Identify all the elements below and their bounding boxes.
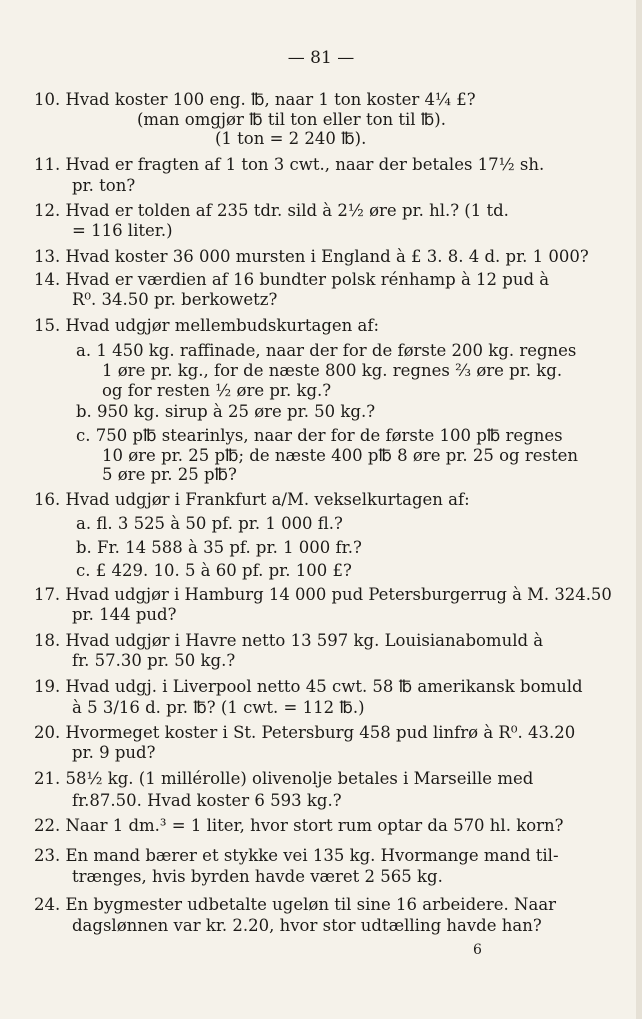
problem-15-line: 15. Hvad udgjør mellembudskurtagen af:: [34, 316, 380, 335]
page-number: — 81 —: [287, 48, 355, 68]
problem-18-line: fr. 57.30 pr. 50 kg.?: [72, 651, 236, 670]
problem-20-line: pr. 9 pud?: [72, 743, 156, 762]
problem-15a-line: 1 øre pr. kg., for de næste 800 kg. regnes ⅔ øre pr. kg.: [102, 361, 563, 380]
problem-16c-line: c. £ 429. 10. 5 à 60 pf. pr. 100 £?: [76, 561, 352, 580]
problem-21-line: 21. 58½ kg. (1 millérolle) olivenolje betales i Marseille med: [34, 769, 534, 788]
problem-15b-line: b. 950 kg. sirup à 25 øre pr. 50 kg.?: [76, 402, 376, 421]
problem-17-line: pr. 144 pud?: [72, 605, 177, 624]
problem-11-line: pr. ton?: [72, 176, 136, 195]
problem-20-line: 20. Hvormeget koster i St. Petersburg 458 pud linfrø à R⁰. 43.20: [34, 723, 576, 742]
problem-15a-line: a. 1 450 kg. raffinade, naar der for de første 200 kg. regnes: [76, 341, 577, 360]
problem-11-line: 11. Hvad er fragten af 1 ton 3 cwt., naar der betales 17½ sh.: [34, 155, 545, 174]
problem-16-line: 16. Hvad udgjør i Frankfurt a/M. vekselkurtagen af:: [34, 490, 470, 509]
problem-12-line: 12. Hvad er tolden af 235 tdr. sild à 2½ øre pr. hl.? (1 td.: [34, 201, 509, 220]
problem-22-line: 22. Naar 1 dm.³ = 1 liter, hvor stort rum optar da 570 hl. korn?: [34, 816, 564, 835]
problem-24-line: 24. En bygmester udbetalte ugeløn til sine 16 arbeidere. Naar: [34, 895, 557, 914]
problem-17-line: 17. Hvad udgjør i Hamburg 14 000 pud Petersburgerrug à M. 324.50: [34, 585, 612, 604]
problem-19-line: 19. Hvad udgj. i Liverpool netto 45 cwt. 58 ℔ amerikansk bomuld: [34, 677, 583, 696]
problem-15a-line: og for resten ½ øre pr. kg.?: [102, 381, 332, 400]
problem-10-line: (1 ton = 2 240 ℔).: [215, 129, 367, 148]
problem-14-line: R⁰. 34.50 pr. berkowetz?: [72, 290, 278, 309]
problem-12-line: = 116 liter.): [72, 221, 173, 240]
problem-19-line: à 5 3/16 d. pr. ℔? (1 cwt. = 112 ℔.): [72, 698, 365, 717]
problem-23-line: 23. En mand bærer et stykke vei 135 kg. Hvormange mand til-: [34, 846, 559, 865]
problem-24-line: dagslønnen var kr. 2.20, hvor stor udtælling havde han?: [72, 916, 542, 935]
problem-23-line: trænges, hvis byrden havde været 2 565 kg.: [72, 867, 443, 886]
problem-18-line: 18. Hvad udgjør i Havre netto 13 597 kg. Louisianabomuld à: [34, 631, 544, 650]
problem-14-line: 14. Hvad er værdien af 16 bundter polsk rénhamp à 12 pud à: [34, 270, 550, 289]
page-edge: [636, 0, 642, 1019]
problem-15c-line: 5 øre pr. 25 p℔?: [102, 465, 237, 484]
problem-16a-line: a. fl. 3 525 à 50 pf. pr. 1 000 fl.?: [76, 514, 343, 533]
problem-10-line: (man omgjør ℔ til ton eller ton til ℔).: [137, 110, 446, 129]
signature-mark: 6: [473, 942, 482, 958]
problem-21-line: fr.87.50. Hvad koster 6 593 kg.?: [72, 791, 342, 810]
problem-16b-line: b. Fr. 14 588 à 35 pf. pr. 1 000 fr.?: [76, 538, 362, 557]
problem-10-line: 10. Hvad koster 100 eng. ℔, naar 1 ton koster 4¼ £?: [34, 90, 476, 109]
problem-15c-line: 10 øre pr. 25 p℔; de næste 400 p℔ 8 øre pr. 25 og resten: [102, 446, 578, 465]
problem-13-line: 13. Hvad koster 36 000 mursten i England à £ 3. 8. 4 d. pr. 1 000?: [34, 247, 589, 266]
problem-15c-line: c. 750 p℔ stearinlys, naar der for de første 100 p℔ regnes: [76, 426, 563, 445]
